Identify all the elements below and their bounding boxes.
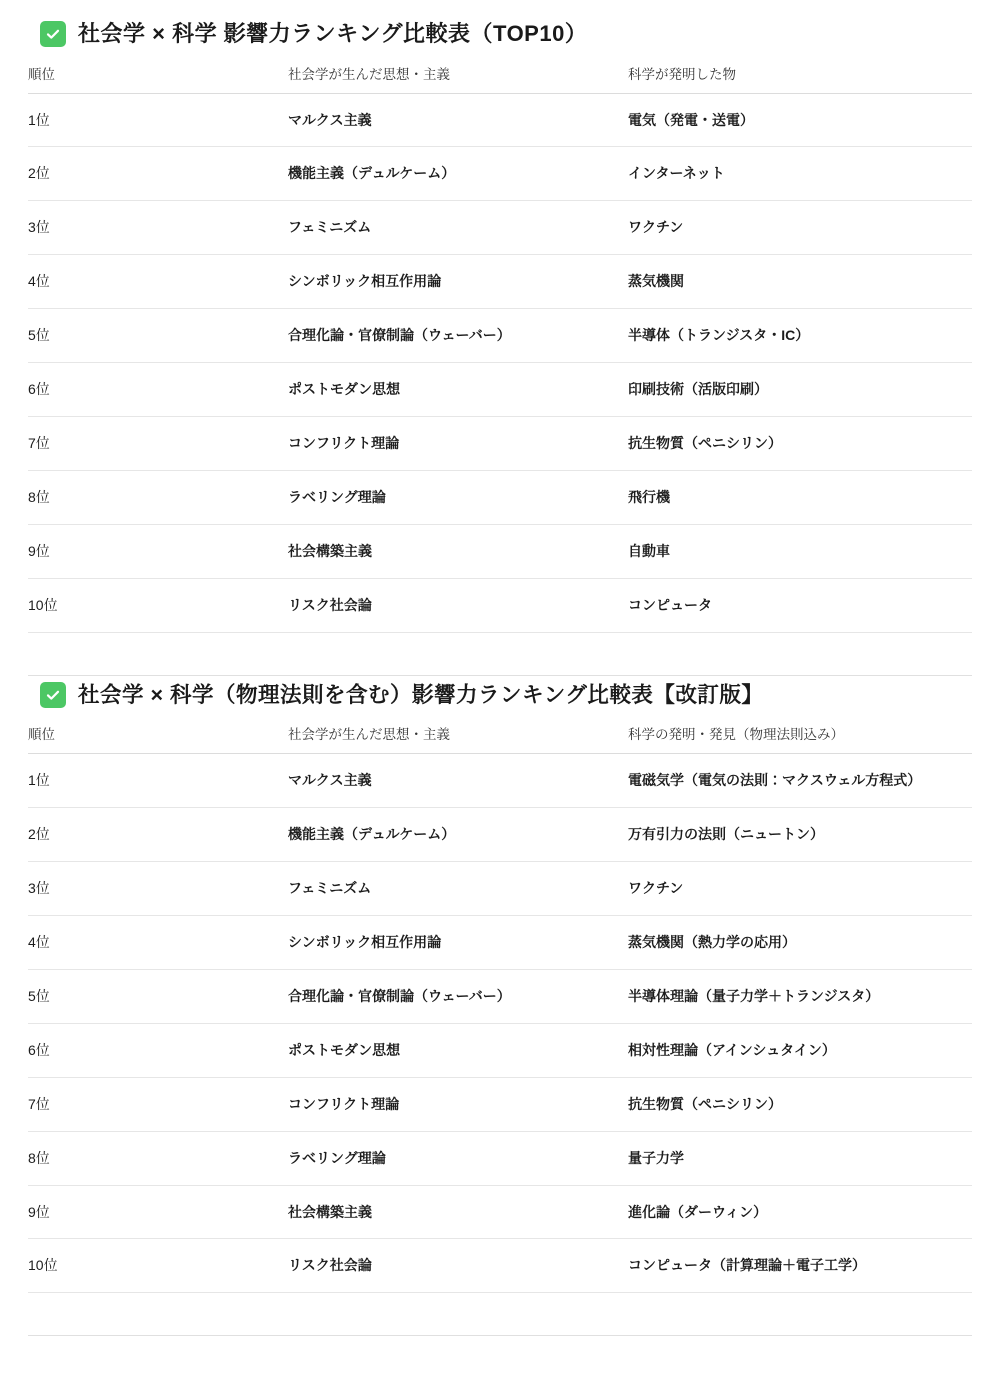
cell-rank: 9位 (28, 524, 288, 578)
cell-sociology: マルクス主義 (288, 754, 628, 808)
cell-science: 抗生物質（ペニシリン） (628, 416, 972, 470)
table-row (28, 1185, 972, 1239)
section-2-title-row (28, 676, 972, 720)
cell-rank: 3位 (28, 862, 288, 916)
cell-sociology: フェミニズム (288, 862, 628, 916)
cell-sociology: ポストモダン思想 (288, 363, 628, 417)
cell-rank: 7位 (28, 1077, 288, 1131)
table-row (28, 524, 972, 578)
table-row (28, 862, 972, 916)
column-header-rank: 順位 (28, 59, 288, 94)
cell-science: ワクチン (628, 862, 972, 916)
cell-science: 相対性理論（アインシュタイン） (628, 1023, 972, 1077)
cell-sociology: リスク社会論 (288, 578, 628, 632)
column-header-sociology: 社会学が生んだ思想・主義 (288, 59, 628, 94)
cell-rank: 8位 (28, 470, 288, 524)
table-header-row (28, 59, 972, 94)
cell-sociology: リスク社会論 (288, 1239, 628, 1293)
section-ranking-revised (0, 676, 1000, 1294)
cell-rank: 8位 (28, 1131, 288, 1185)
section-2-title: 社会学 × 科学（物理法則を含む）影響力ランキング比較表【改訂版】 (78, 682, 764, 707)
cell-sociology: 合理化論・官僚制論（ウェーバー） (288, 970, 628, 1024)
cell-rank: 1位 (28, 93, 288, 147)
cell-sociology: シンボリック相互作用論 (288, 916, 628, 970)
cell-rank: 4位 (28, 916, 288, 970)
table-row (28, 201, 972, 255)
cell-rank: 6位 (28, 1023, 288, 1077)
table-row (28, 309, 972, 363)
table-row (28, 416, 972, 470)
table-row (28, 93, 972, 147)
table-row (28, 363, 972, 417)
cell-rank: 5位 (28, 309, 288, 363)
table-row (28, 1077, 972, 1131)
table-row (28, 470, 972, 524)
table-row (28, 1131, 972, 1185)
bottom-divider (28, 1335, 972, 1336)
cell-rank: 10位 (28, 1239, 288, 1293)
table-row (28, 808, 972, 862)
cell-rank: 2位 (28, 808, 288, 862)
cell-science: 自動車 (628, 524, 972, 578)
cell-science: 抗生物質（ペニシリン） (628, 1077, 972, 1131)
cell-sociology: コンフリクト理論 (288, 416, 628, 470)
cell-sociology: マルクス主義 (288, 93, 628, 147)
check-square-icon (40, 21, 66, 47)
cell-science: 進化論（ダーウィン） (628, 1185, 972, 1239)
cell-sociology: 社会構築主義 (288, 1185, 628, 1239)
cell-rank: 7位 (28, 416, 288, 470)
cell-science: 半導体（トランジスタ・IC） (628, 309, 972, 363)
cell-rank: 6位 (28, 363, 288, 417)
cell-science: 蒸気機関（熱力学の応用） (628, 916, 972, 970)
cell-science: 万有引力の法則（ニュートン） (628, 808, 972, 862)
column-header-sociology: 社会学が生んだ思想・主義 (288, 719, 628, 754)
cell-sociology: 合理化論・官僚制論（ウェーバー） (288, 309, 628, 363)
section-1-title-row (28, 14, 972, 59)
table-header-row (28, 719, 972, 754)
cell-science: コンピュータ（計算理論＋電子工学） (628, 1239, 972, 1293)
column-header-science: 科学が発明した物 (628, 59, 972, 94)
cell-rank: 3位 (28, 201, 288, 255)
cell-sociology: 機能主義（デュルケーム） (288, 147, 628, 201)
cell-rank: 1位 (28, 754, 288, 808)
cell-science: インターネット (628, 147, 972, 201)
section-spacer (0, 633, 1000, 675)
section-ranking-top10 (0, 0, 1000, 633)
ranking-table-2 (28, 719, 972, 1293)
cell-sociology: ラベリング理論 (288, 470, 628, 524)
ranking-table-1 (28, 59, 972, 633)
cell-rank: 9位 (28, 1185, 288, 1239)
cell-science: コンピュータ (628, 578, 972, 632)
cell-science: 電磁気学（電気の法則：マクスウェル方程式） (628, 754, 972, 808)
cell-rank: 2位 (28, 147, 288, 201)
table-row (28, 1023, 972, 1077)
column-header-science: 科学の発明・発見（物理法則込み） (628, 719, 972, 754)
cell-sociology: ラベリング理論 (288, 1131, 628, 1185)
cell-sociology: 機能主義（デュルケーム） (288, 808, 628, 862)
table-row (28, 1239, 972, 1293)
cell-science: 半導体理論（量子力学＋トランジスタ） (628, 970, 972, 1024)
cell-science: 量子力学 (628, 1131, 972, 1185)
table-row (28, 970, 972, 1024)
column-header-rank: 順位 (28, 719, 288, 754)
cell-science: 飛行機 (628, 470, 972, 524)
table-row (28, 754, 972, 808)
table-row (28, 147, 972, 201)
table-row (28, 255, 972, 309)
cell-rank: 10位 (28, 578, 288, 632)
cell-science: 電気（発電・送電） (628, 93, 972, 147)
cell-science: 蒸気機関 (628, 255, 972, 309)
table-row (28, 916, 972, 970)
cell-science: ワクチン (628, 201, 972, 255)
cell-sociology: シンボリック相互作用論 (288, 255, 628, 309)
table-row (28, 578, 972, 632)
cell-sociology: 社会構築主義 (288, 524, 628, 578)
cell-sociology: コンフリクト理論 (288, 1077, 628, 1131)
section-1-title: 社会学 × 科学 影響力ランキング比較表（TOP10） (78, 21, 588, 46)
check-square-icon (40, 682, 66, 708)
cell-rank: 5位 (28, 970, 288, 1024)
cell-rank: 4位 (28, 255, 288, 309)
cell-science: 印刷技術（活版印刷） (628, 363, 972, 417)
cell-sociology: フェミニズム (288, 201, 628, 255)
cell-sociology: ポストモダン思想 (288, 1023, 628, 1077)
